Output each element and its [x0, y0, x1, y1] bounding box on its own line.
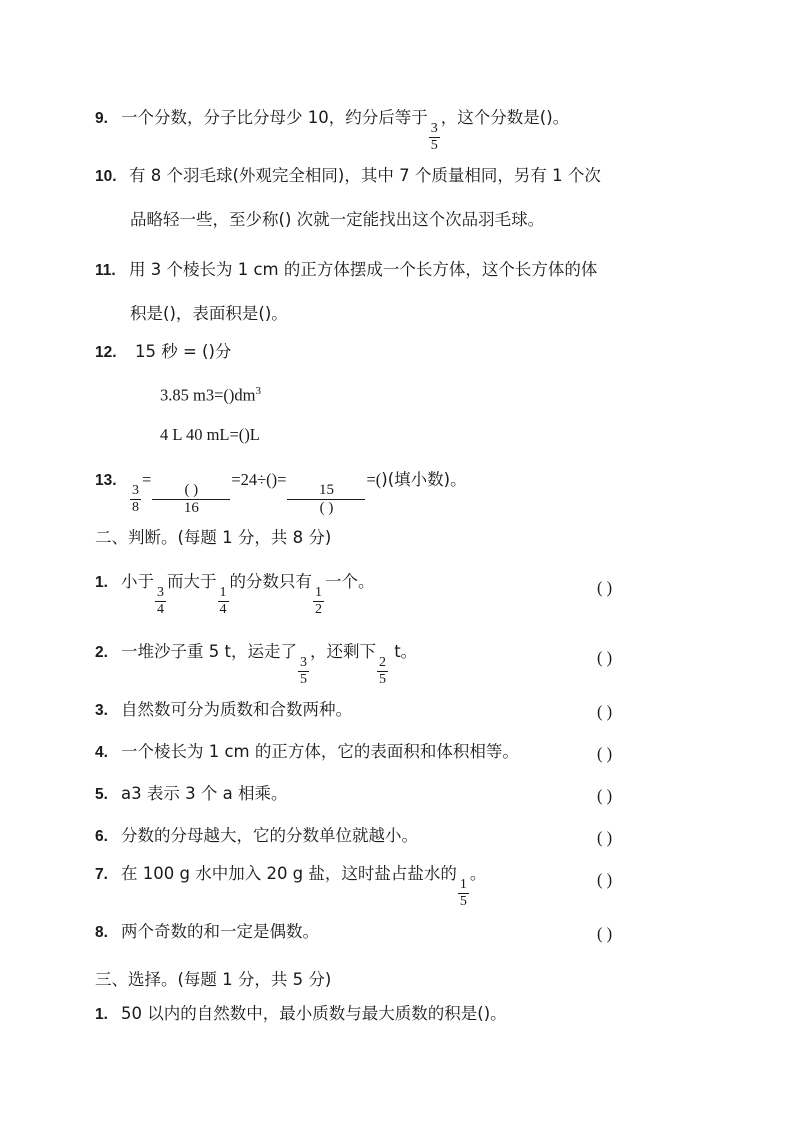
judgment-item-2-fraction-2	[377, 656, 388, 687]
question-13-fraction-3[interactable]	[287, 483, 365, 516]
judgment-item-6-answer-blank[interactable]: ( )	[597, 828, 613, 847]
fraction-denominator: 4	[157, 601, 164, 617]
question-9-fraction	[429, 122, 440, 153]
question-12-text-line2-part1: 3.85 m3=(	[160, 385, 229, 405]
fraction-numerator: 1	[315, 584, 322, 600]
question-11-text-line2-part3: )。	[264, 304, 288, 323]
question-12-text-line2-part2: )dm	[228, 385, 256, 405]
judgment-item-1-text-part1: 小于	[121, 572, 154, 591]
section-two-heading: 二、判断。(每题 1 分，共 8 分)	[95, 528, 332, 547]
judgment-item-3-number: 3.	[95, 702, 108, 719]
fraction-numerator: 1	[459, 876, 467, 892]
question-12-line2	[160, 385, 261, 406]
fraction-denominator: 5	[430, 137, 438, 153]
judgment-item-3-text: 自然数可分为质数和合数两种。	[121, 700, 352, 719]
choice-item-1-text-part2: )。	[483, 1004, 507, 1023]
judgment-item-2-text-part3: t。	[388, 642, 418, 661]
question-13-fraction-1	[130, 484, 141, 515]
question-12-line3	[160, 425, 260, 445]
judgment-item-1-answer-blank[interactable]: ( )	[597, 578, 613, 597]
fraction-numerator-blank[interactable]: ( )	[184, 481, 199, 498]
question-10-line1	[95, 168, 715, 185]
judgment-item-8-answer-blank[interactable]: ( )	[597, 924, 613, 943]
question-12-line1	[95, 344, 715, 361]
judgment-item-5	[95, 786, 715, 803]
choice-item-1-number: 1.	[95, 1006, 108, 1023]
question-13-tail: )(填小数)。	[381, 470, 467, 489]
judgment-item-7-text-part1: 在 100 g 水中加入 20 g 盐，这时盐占盐水的	[121, 864, 457, 883]
question-9-text-part1: 一个分数，分子比分母少 10，约分后等于	[121, 108, 428, 127]
judgment-item-2-answer-blank[interactable]: ( )	[597, 648, 613, 667]
question-10-text-line2-part2: ) 次就一定能找出这个次品羽毛球。	[284, 210, 545, 229]
judgment-item-5-answer-blank[interactable]: ( )	[597, 786, 613, 805]
judgment-item-8-text: 两个奇数的和一定是偶数。	[121, 922, 319, 941]
judgment-item-7-answer-blank[interactable]: ( )	[597, 870, 613, 889]
choice-item-1	[95, 1006, 715, 1023]
choice-item-1-text-part1: 50 以内的自然数中，最小质数与最大质数的积是(	[121, 1004, 484, 1023]
question-12-text-line1-part1: 15 秒 = (	[135, 342, 209, 361]
judgment-item-1	[95, 574, 715, 617]
judgment-item-3	[95, 702, 715, 719]
question-9-text-part2: ，这个分数是(	[440, 108, 547, 127]
question-11-text-line2-part1: 积是(	[130, 304, 170, 323]
judgment-item-2	[95, 644, 715, 687]
judgment-item-6-number: 6.	[95, 828, 108, 845]
fraction-denominator: 5	[378, 671, 386, 687]
section-three-heading: 三、选择。(每题 1 分，共 5 分)	[95, 970, 332, 989]
question-9-number: 9.	[95, 110, 108, 127]
question-11-text-line2-part2: )，表面积是(	[169, 304, 265, 323]
question-12-exponent: 3	[255, 385, 261, 397]
judgment-item-1-text-part3: 的分数只有	[229, 572, 312, 591]
judgment-item-7-text-part2: 。	[469, 864, 487, 883]
judgment-item-3-answer-blank[interactable]: ( )	[597, 702, 613, 721]
judgment-item-4	[95, 744, 715, 761]
fraction-numerator: 15	[318, 481, 334, 498]
question-10-number: 10.	[95, 168, 117, 185]
judgment-item-4-text: 一个棱长为 1 cm 的正方体，它的表面积和体积相等。	[121, 742, 519, 761]
judgment-item-5-number: 5.	[95, 786, 108, 803]
judgment-item-8	[95, 924, 715, 941]
question-12-text-line1-part2: )分	[208, 342, 232, 361]
judgment-item-2-number: 2.	[95, 644, 108, 661]
judgment-item-1-text-part2: 而大于	[167, 572, 217, 591]
fraction-denominator: 8	[132, 499, 139, 515]
judgment-item-1-fraction-1	[155, 586, 166, 617]
fraction-numerator: 3	[157, 584, 164, 600]
judgment-item-7	[95, 866, 715, 909]
question-10-line2	[130, 206, 544, 230]
question-11-number: 11.	[95, 262, 116, 279]
fraction-denominator: 5	[459, 893, 467, 909]
question-10-text-line2-part1: 品略轻一些，至少称(	[130, 210, 285, 229]
question-13-equals-1: =	[142, 470, 152, 489]
judgment-item-4-number: 4.	[95, 744, 108, 761]
question-9	[95, 110, 715, 153]
judgment-item-1-fraction-3	[313, 586, 324, 617]
judgment-item-6-text: 分数的分母越大，它的分数单位就越小。	[121, 826, 418, 845]
judgment-item-2-text-part2: ，还剩下	[309, 642, 376, 661]
judgment-item-2-text-part1: 一堆沙子重 5 t，运走了	[121, 642, 297, 661]
judgment-item-5-text: a3 表示 3 个 a 相乘。	[121, 784, 288, 803]
judgment-item-1-number: 1.	[95, 574, 108, 591]
judgment-item-8-number: 8.	[95, 924, 108, 941]
question-9-text-part3: )。	[546, 108, 570, 127]
fraction-denominator: 2	[315, 601, 322, 617]
question-13-equals-3: )=	[271, 470, 287, 489]
fraction-numerator: 1	[219, 584, 227, 600]
fraction-numerator: 2	[378, 654, 386, 670]
fraction-denominator: 16	[152, 499, 230, 516]
question-12-number: 12.	[95, 344, 117, 361]
judgment-item-4-answer-blank[interactable]: ( )	[597, 744, 613, 763]
question-12-text-line3-part2: )L	[244, 425, 260, 444]
question-11-line1	[95, 262, 715, 279]
fraction-denominator: 4	[219, 601, 227, 617]
question-11-text-line1: 用 3 个棱长为 1 cm 的正方体摆成一个长方体，这个长方体的体	[129, 260, 598, 279]
question-13-equals-4: =(	[366, 470, 382, 489]
question-11-line2	[130, 300, 288, 324]
question-10-text-line1: 有 8 个羽毛球(外观完全相同)，其中 7 个质量相同，另有 1 个次	[129, 166, 601, 185]
fraction-numerator: 3	[299, 654, 307, 670]
judgment-item-1-fraction-2	[218, 586, 229, 617]
question-13-fraction-2[interactable]	[152, 483, 230, 516]
question-13-equals-2: =24÷(	[231, 470, 272, 489]
judgment-item-7-fraction-1	[458, 878, 469, 909]
fraction-numerator: 3	[132, 482, 139, 498]
question-12-text-line3-part1: 4 L 40 mL=(	[160, 425, 245, 444]
question-13-number: 13.	[95, 472, 117, 489]
judgment-item-6	[95, 828, 715, 845]
fraction-numerator: 3	[430, 120, 438, 136]
judgment-item-7-number: 7.	[95, 866, 108, 883]
judgment-item-1-text-part4: 一个。	[325, 572, 375, 591]
fraction-denominator-blank[interactable]: ( )	[287, 499, 365, 516]
question-13	[95, 472, 715, 516]
fraction-denominator: 5	[299, 671, 307, 687]
judgment-item-2-fraction-1	[298, 656, 309, 687]
